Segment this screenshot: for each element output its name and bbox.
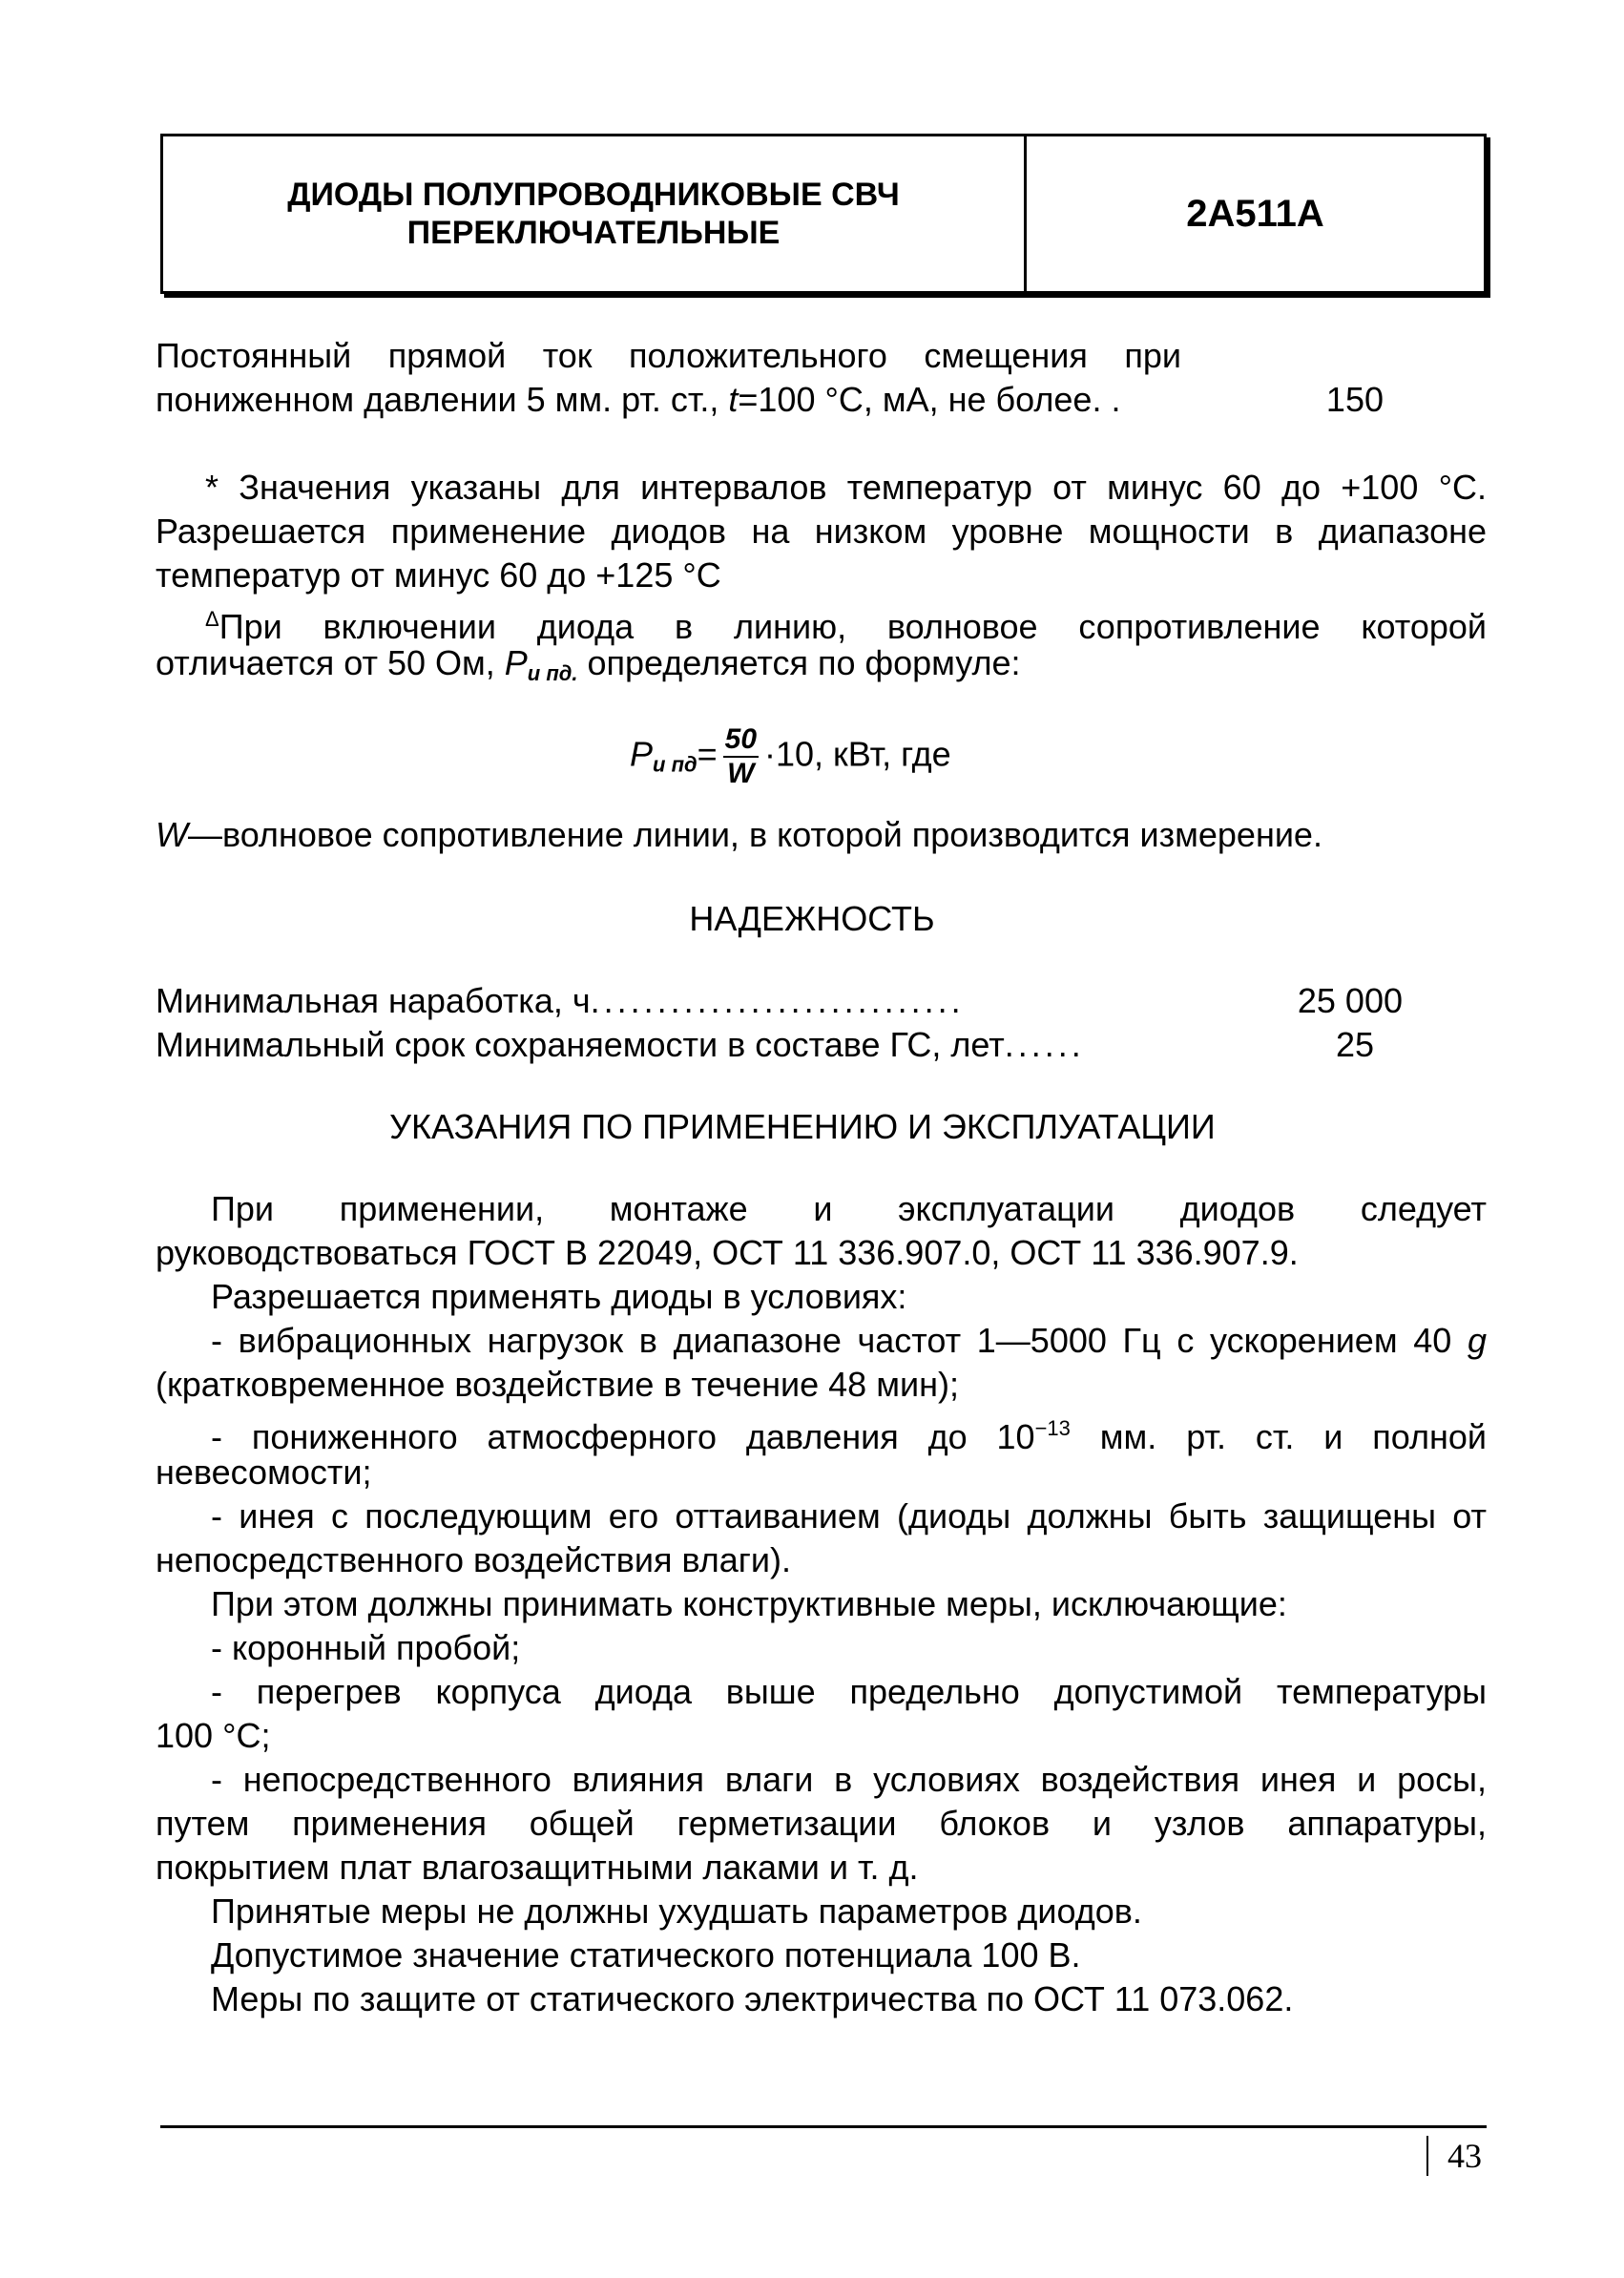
usage-c1: - коронный пробой; bbox=[211, 1628, 521, 1667]
usage-b1-line2: (кратковременное воздействие в течение 48 мин); bbox=[156, 1365, 959, 1404]
star-note-line3: температур от минус 60 до +125 °С bbox=[156, 555, 721, 595]
usage-p4: Принятые меры не должны ухудшать параметров диодов. bbox=[211, 1891, 1142, 1931]
usage-b1-line1: - вибрационных нагрузок в диапазоне частот 1—5000 Гц с ускорением 40 g bbox=[211, 1321, 1487, 1360]
usage-p3: При этом должны принимать конструктивные меры, исключающие: bbox=[211, 1584, 1287, 1623]
usage-p1-line2: руководствоваться ГОСТ В 22049, ОСТ 11 336.907.0, ОСТ 11 336.907.9. bbox=[156, 1233, 1299, 1272]
formula-fraction: $\frac{50}{W}$ bbox=[724, 723, 758, 789]
usage-heading: УКАЗАНИЯ ПО ПРИМЕНЕНИЮ И ЭКСПЛУАТАЦИИ bbox=[389, 1107, 1216, 1146]
reliability-row1-label: Минимальная наработка, ч............................ bbox=[156, 981, 965, 1020]
param-line1: Постоянный прямой ток положительного смещения при bbox=[156, 336, 1181, 375]
usage-c3-line3: покрытием плат влагозащитными лаками и т. д. bbox=[156, 1848, 919, 1887]
w-definition: W—волновое сопротивление линии, в которой производится измерение. bbox=[156, 815, 1322, 854]
reliability-row2-label: Минимальный срок сохраняемости в составе ГС, лет...... bbox=[156, 1025, 1085, 1064]
usage-b2-line1: - пониженного атмосферного давления до $10^{-13}$ мм. рт. ст. и полной bbox=[211, 1416, 1488, 1456]
delta-note-line2: отличается от 50 Ом, $P_{и пд.}$ определяется по формуле: bbox=[156, 643, 1021, 685]
usage-c2-line1: - перегрев корпуса диода выше предельно допустимой температуры bbox=[211, 1672, 1487, 1711]
delta-note-line1: $^\Delta$При включении диода в линию, волновое сопротивление которой bbox=[205, 607, 1487, 646]
usage-p6: Меры по защите от статического электричества по ОСТ 11 073.062. bbox=[211, 1979, 1294, 2018]
param-line2: пониженном давлении 5 мм. рт. ст., t=100 °С, мА, не более. . bbox=[156, 380, 1121, 419]
reliability-row1-value: 25 000 bbox=[1297, 981, 1403, 1020]
usage-p1-line1: При применении, монтаже и эксплуатации диодов следует bbox=[211, 1189, 1487, 1228]
usage-c3-line2: путем применения общей герметизации блоков и узлов аппаратуры, bbox=[156, 1804, 1487, 1843]
usage-b3-line2: непосредственного воздействия влаги). bbox=[156, 1540, 792, 1579]
formula: $P_{и пд}=$ $\frac{50}{W}$ ·10, кВт, где bbox=[630, 723, 951, 789]
header-box bbox=[160, 134, 1487, 294]
param-value: 150 bbox=[1325, 380, 1384, 419]
star-note-line1: * Значения указаны для интервалов температур от минус 60 до +100 °С. bbox=[205, 468, 1487, 507]
header-title-line2: ПЕРЕКЛЮЧАТЕЛЬНЫЕ bbox=[406, 215, 781, 251]
page-number: 43 bbox=[1426, 2136, 1493, 2176]
usage-b3-line1: - инея с последующим его оттаиванием (диоды должны быть защищены от bbox=[211, 1496, 1487, 1536]
reliability-row2-value: 25 bbox=[1335, 1025, 1374, 1064]
header-title-line1: ДИОДЫ ПОЛУПРОВОДНИКОВЫЕ СВЧ bbox=[287, 177, 900, 213]
usage-p2: Разрешается применять диоды в условиях: bbox=[211, 1277, 907, 1316]
header-part-number: 2А511А bbox=[1186, 192, 1324, 235]
usage-c2-line2: 100 °С; bbox=[156, 1716, 271, 1755]
reliability-heading: НАДЕЖНОСТЬ bbox=[689, 899, 935, 938]
usage-c3-line1: - непосредственного влияния влаги в условиях воздействия инея и росы, bbox=[211, 1760, 1487, 1799]
footer-rule bbox=[160, 2125, 1487, 2128]
usage-p5: Допустимое значение статического потенциала 100 В. bbox=[211, 1935, 1081, 1975]
star-note-line2: Разрешается применение диодов на низком уровне мощности в диапазоне bbox=[156, 512, 1487, 551]
header-title bbox=[163, 136, 1027, 291]
usage-b2-line2: невесомости; bbox=[156, 1452, 372, 1492]
